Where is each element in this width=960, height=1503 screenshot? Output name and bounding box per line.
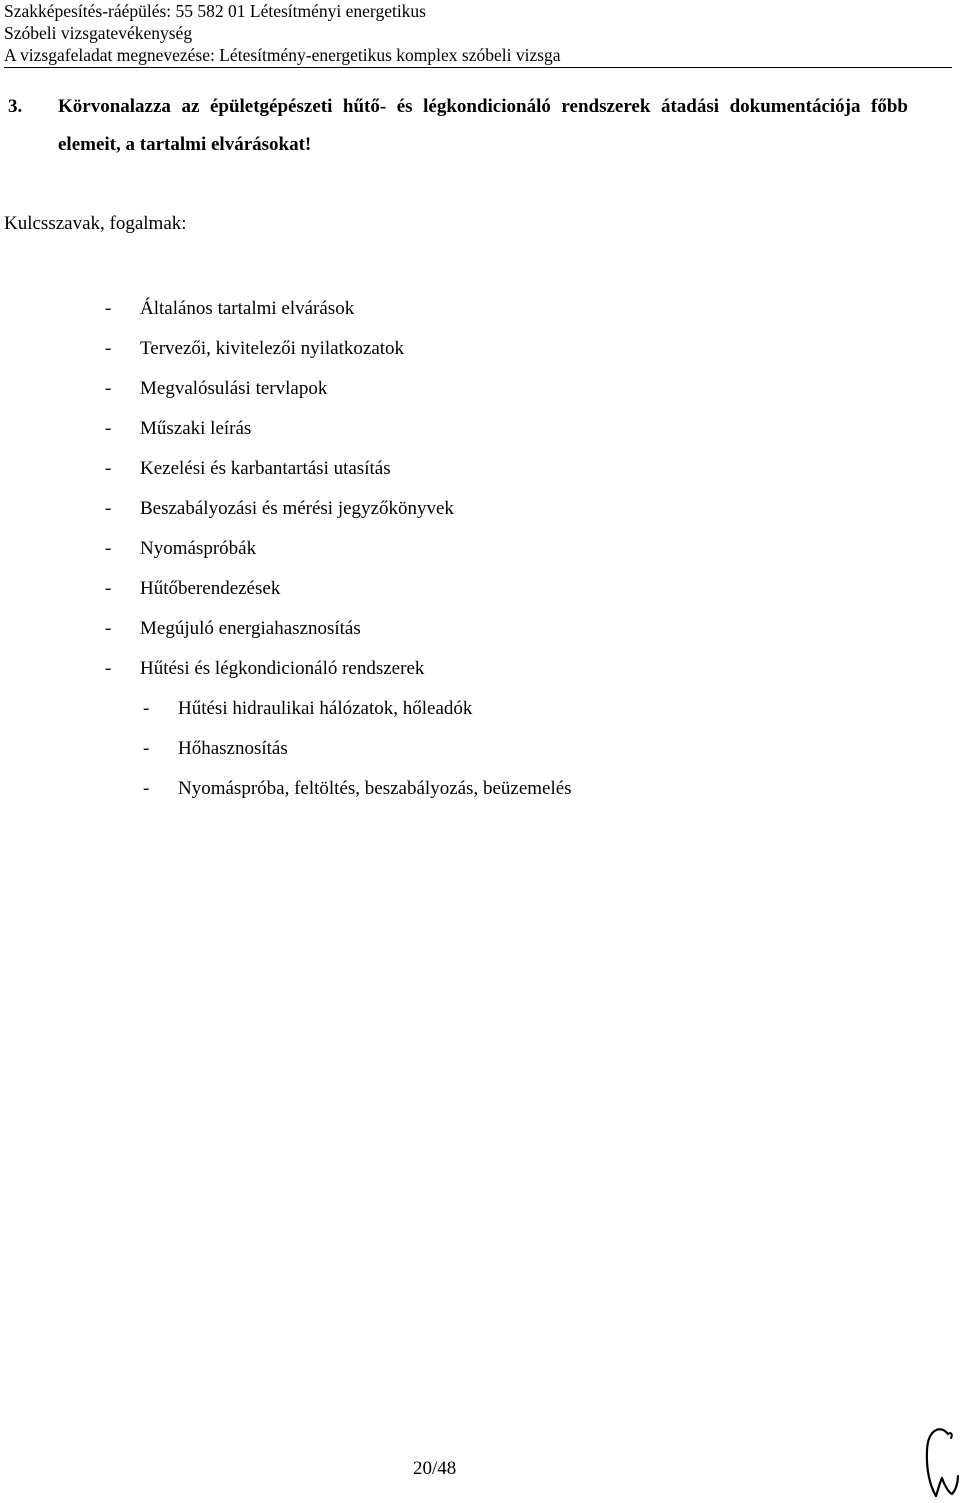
- header-exam-activity: Szóbeli vizsgatevékenység: [4, 23, 193, 43]
- list-dash: -: [143, 738, 150, 759]
- list-dash: -: [105, 458, 112, 479]
- document-header: [4, 0, 944, 66]
- sub-list-item-label: Nyomáspróba, feltöltés, beszabályozás, beüzemelés: [178, 778, 572, 799]
- header-qualification: Szakképesítés-ráépülés: 55 582 01 Létesítményi energetikus: [4, 1, 426, 21]
- list-dash: -: [105, 298, 112, 319]
- list-item-label: Hűtési és légkondicionáló rendszerek: [140, 658, 425, 679]
- header-task-name: A vizsgafeladat megnevezése: Létesítmény-energetikus komplex szóbeli vizsga: [4, 45, 561, 65]
- list-dash: -: [105, 418, 112, 439]
- question-text: Körvonalazza az épületgépészeti hűtő- és légkondicionáló rendszerek átadási dokumentációja főbb elemeit, a tartalmi elvárásokat!: [58, 96, 908, 155]
- list-dash: -: [105, 498, 112, 519]
- list-item-label: Nyomáspróbák: [140, 538, 257, 559]
- list-dash: -: [143, 778, 150, 799]
- list-dash: -: [105, 578, 112, 599]
- list-item-label: Beszabályozási és mérési jegyzőkönyvek: [140, 498, 454, 519]
- list-item-label: Megvalósulási tervlapok: [140, 378, 328, 399]
- question-number: 3.: [8, 96, 23, 117]
- sub-list-item-label: Hűtési hidraulikai hálózatok, hőleadók: [178, 698, 473, 719]
- list-item-label: Tervezői, kivitelezői nyilatkozatok: [140, 338, 405, 359]
- question-block: [8, 88, 908, 164]
- list-item-label: Műszaki leírás: [140, 418, 252, 439]
- list-dash: -: [105, 538, 112, 559]
- list-item-label: Általános tartalmi elvárások: [140, 298, 355, 319]
- list-dash: -: [105, 378, 112, 399]
- list-dash: -: [143, 698, 150, 719]
- keywords-title: Kulcsszavak, fogalmak:: [4, 213, 187, 234]
- list-dash: -: [105, 658, 112, 679]
- header-divider: [4, 67, 952, 68]
- signature-mark: [918, 1420, 960, 1500]
- list-item-label: Megújuló energiahasznosítás: [140, 618, 361, 639]
- sub-list-item-label: Hőhasznosítás: [178, 738, 288, 759]
- list-item-label: Hűtőberendezések: [140, 578, 281, 599]
- list-item-label: Kezelési és karbantartási utasítás: [140, 458, 391, 479]
- list-dash: -: [105, 618, 112, 639]
- list-dash: -: [105, 338, 112, 359]
- page-number: 20/48: [413, 1458, 457, 1479]
